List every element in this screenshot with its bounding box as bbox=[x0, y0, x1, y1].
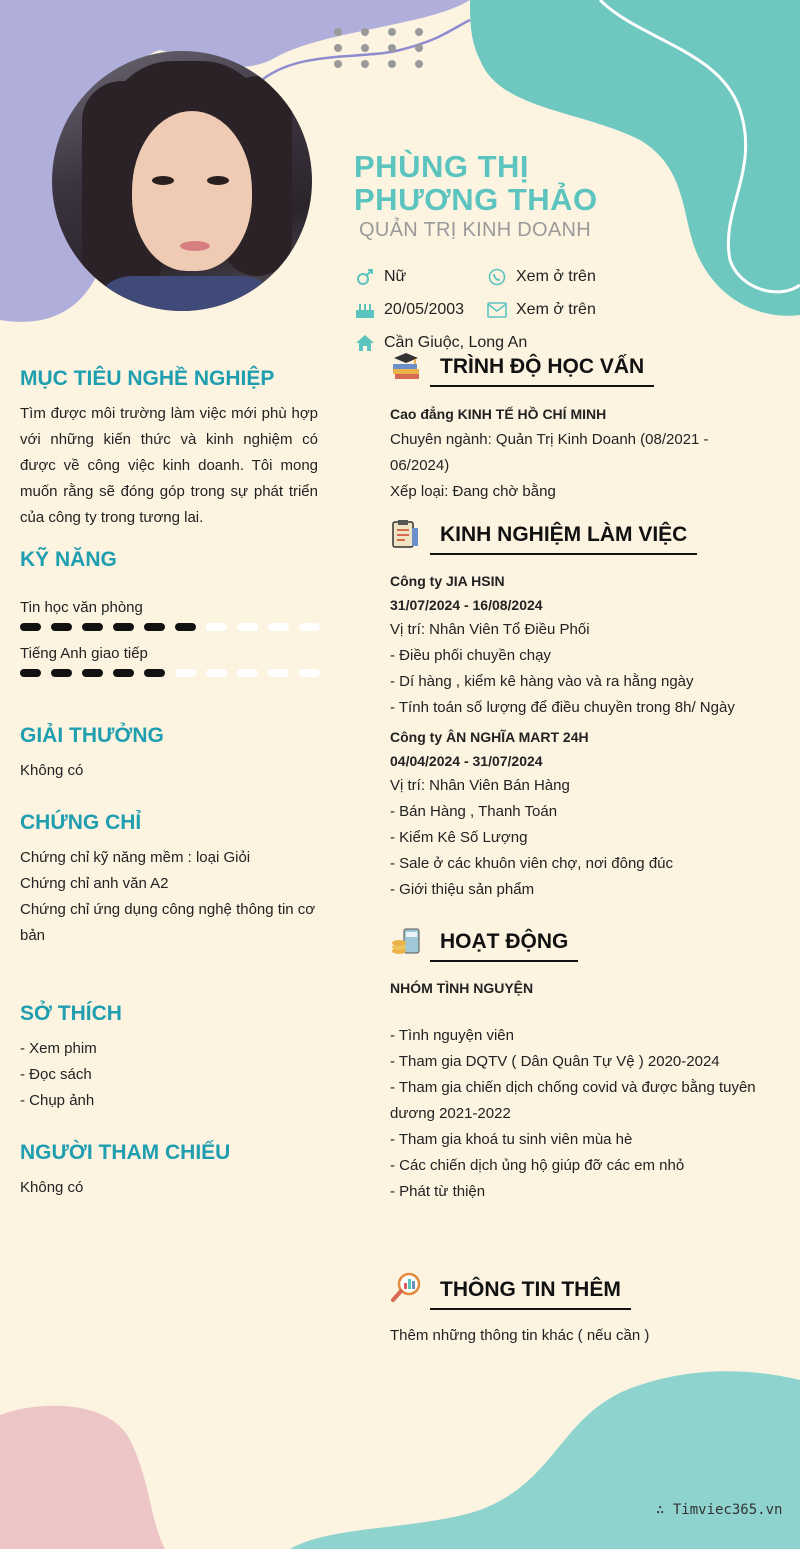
skill-segment bbox=[113, 623, 134, 631]
address-row bbox=[354, 333, 527, 353]
hobbies-list bbox=[20, 1036, 318, 1114]
skills-heading: KỸ NĂNG bbox=[20, 548, 117, 571]
objective-text: Tìm được môi trường làm việc mới phù hợp với những kiến thức và kinh nghiệm có được về công việc kinh doanh. Tôi mong muốn rằng sẽ đóng góp trong sự phát triển của công ty trong tương lai. bbox=[20, 405, 318, 526]
job-company: Công ty ÂN NGHĨA MART 24H bbox=[390, 729, 589, 745]
job-company: Công ty JIA HSIN bbox=[390, 573, 505, 589]
job-duty: - Bán Hàng , Thanh Toán bbox=[390, 803, 558, 820]
skill-segment bbox=[268, 669, 289, 677]
skill-segment bbox=[144, 623, 165, 631]
skill-segment bbox=[51, 623, 72, 631]
experience-block bbox=[390, 569, 770, 903]
skill-bar-2 bbox=[20, 669, 330, 677]
email-row bbox=[486, 300, 596, 320]
brand-watermark: ∴ Timviec365.vn bbox=[656, 1502, 783, 1518]
certificate-item: Chứng chỉ ứng dụng công nghệ thông tin cơ bản bbox=[20, 901, 316, 944]
gender-icon bbox=[354, 267, 376, 287]
job-duty: - Điều phối chuyền chạy bbox=[390, 647, 551, 664]
hobby-item: - Chụp ảnh bbox=[20, 1092, 95, 1109]
dob-row bbox=[354, 300, 464, 320]
name-line-1: PHÙNG THỊ bbox=[354, 149, 529, 184]
skill-name-1: Tin học văn phòng bbox=[20, 599, 143, 616]
skill-segment bbox=[237, 669, 258, 677]
activities-block bbox=[390, 975, 770, 1205]
email-value: Xem ở trên bbox=[516, 301, 596, 318]
extra-heading: THÔNG TIN THÊM bbox=[430, 1278, 631, 1310]
certificates-list bbox=[20, 845, 318, 949]
home-icon bbox=[354, 333, 376, 353]
hobbies-heading: SỞ THÍCH bbox=[20, 1002, 122, 1025]
grade: Xếp loại: Đang chờ bằng bbox=[390, 483, 556, 500]
activity-item: - Tham gia khoá tu sinh viên mùa hè bbox=[390, 1131, 633, 1148]
skill-bar-1 bbox=[20, 623, 330, 631]
skill-segment bbox=[299, 623, 320, 631]
certificate-item: Chứng chỉ kỹ năng mềm : loại Giỏi bbox=[20, 849, 251, 866]
skill-segment bbox=[51, 669, 72, 677]
phone-value: Xem ở trên bbox=[516, 268, 596, 285]
gender-value: Nữ bbox=[384, 268, 407, 285]
references-text: Không có bbox=[20, 1179, 84, 1196]
skill-segment bbox=[268, 623, 289, 631]
activities-heading: HOẠT ĐỘNG bbox=[430, 930, 578, 962]
hobby-item: - Xem phim bbox=[20, 1040, 97, 1057]
school-name: Cao đẳng KINH TẾ HỒ CHÍ MINH bbox=[390, 406, 607, 422]
skill-name-2: Tiếng Anh giao tiếp bbox=[20, 645, 148, 662]
awards-text: Không có bbox=[20, 762, 84, 779]
certificates-heading: CHỨNG CHỈ bbox=[20, 811, 142, 834]
skill-segment bbox=[82, 669, 103, 677]
skill-segment bbox=[175, 623, 196, 631]
certificate-item: Chứng chỉ anh văn A2 bbox=[20, 875, 169, 892]
job-title: QUẢN TRỊ KINH DOANH bbox=[359, 219, 592, 241]
clipboard-icon bbox=[390, 518, 422, 550]
graduation-books-icon bbox=[390, 351, 422, 383]
skill-segment bbox=[206, 623, 227, 631]
job-duty: - Sale ở các khuôn viên chợ, nơi đông đúc bbox=[390, 855, 674, 872]
activity-item: - Tình nguyện viên bbox=[390, 1027, 514, 1044]
job-period: 31/07/2024 - 16/08/2024 bbox=[390, 597, 543, 613]
education-block bbox=[390, 401, 770, 505]
skill-segment bbox=[206, 669, 227, 677]
job-duty: - Tính toán số lượng để điều chuyền trong 8h/ Ngày bbox=[390, 699, 735, 716]
objective-heading: MỤC TIÊU NGHỀ NGHIỆP bbox=[20, 367, 275, 390]
activity-group: NHÓM TÌNH NGUYỆN bbox=[390, 980, 534, 996]
name-line-2: PHƯƠNG THẢO bbox=[354, 182, 598, 217]
job-period: 04/04/2024 - 31/07/2024 bbox=[390, 753, 543, 769]
address-value: Cần Giuộc, Long An bbox=[384, 334, 528, 351]
activity-item: - Phát từ thiện bbox=[390, 1183, 486, 1200]
major: Chuyên ngành: Quản Trị Kinh Doanh (08/2021 - 06/2024) bbox=[390, 431, 709, 474]
skill-segment bbox=[113, 669, 134, 677]
extra-text: Thêm những thông tin khác ( nếu cần ) bbox=[390, 1327, 650, 1344]
activity-item: - Các chiến dịch ủng hộ giúp đỡ các em nhỏ bbox=[390, 1157, 685, 1174]
job-duty: - Giới thiệu sản phẩm bbox=[390, 881, 535, 898]
skill-segment bbox=[237, 623, 258, 631]
awards-heading: GIẢI THƯỞNG bbox=[20, 724, 164, 747]
skill-segment bbox=[299, 669, 320, 677]
skill-segment bbox=[175, 669, 196, 677]
skill-segment bbox=[82, 623, 103, 631]
candidate-name bbox=[354, 150, 654, 216]
activity-item: - Tham gia chiến dịch chống covid và được bằng tuyên dương 2021-2022 bbox=[390, 1079, 756, 1122]
references-heading: NGƯỜI THAM CHIẾU bbox=[20, 1141, 231, 1164]
envelope-icon bbox=[486, 300, 508, 320]
hobby-item: - Đọc sách bbox=[20, 1066, 92, 1083]
education-heading: TRÌNH ĐỘ HỌC VẤN bbox=[430, 355, 654, 387]
skill-segment bbox=[144, 669, 165, 677]
skill-segment bbox=[20, 623, 41, 631]
job-duty: - Dí hàng , kiểm kê hàng vào và ra hằng ngày bbox=[390, 673, 694, 690]
magnifier-chart-icon bbox=[390, 1272, 422, 1304]
phone-icon bbox=[486, 267, 508, 287]
gender-row bbox=[354, 267, 406, 287]
birthday-cake-icon bbox=[354, 300, 376, 320]
job-position: Vị trí: Nhân Viên Tổ Điều Phối bbox=[390, 621, 590, 638]
activity-item: - Tham gia DQTV ( Dân Quân Tự Vệ ) 2020-2024 bbox=[390, 1053, 720, 1070]
job-duty: - Kiểm Kê Số Lượng bbox=[390, 829, 528, 846]
phone-row bbox=[486, 267, 596, 287]
skill-segment bbox=[20, 669, 41, 677]
dob-value: 20/05/2003 bbox=[384, 301, 465, 318]
experience-heading: KINH NGHIỆM LÀM VIỆC bbox=[430, 523, 697, 555]
job-position: Vị trí: Nhân Viên Bán Hàng bbox=[390, 777, 570, 794]
profile-photo bbox=[52, 51, 312, 311]
coins-calculator-icon bbox=[390, 925, 422, 957]
